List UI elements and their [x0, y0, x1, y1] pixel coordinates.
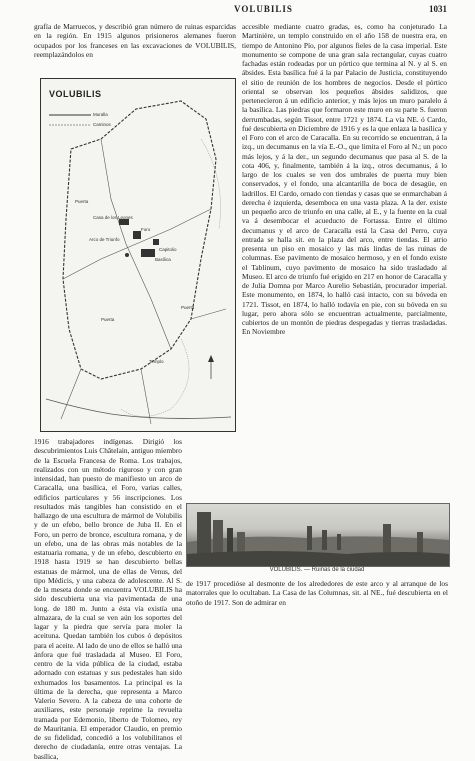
map-legend-roads: Caminos [93, 122, 111, 127]
ruins-illustration [187, 504, 449, 566]
map-label: Basílica [155, 257, 171, 262]
running-title: VOLUBILIS [234, 4, 293, 14]
map-label: Capitolio [159, 247, 177, 252]
map-label: Arco de Triunfo [89, 237, 120, 242]
text-column-left-top [34, 22, 236, 68]
map-label: Foro [141, 227, 151, 232]
text-column-bottom-right [186, 579, 448, 719]
map-label: Casa de los Leones [93, 215, 133, 220]
paragraph: de 1917 procedióse al desmonte de los alrededores de este arco y al arranque de los matorrales que lo ocultaban. La Casa de las Columnas, sit. al NE., fué descubierta en el otoño de 1917. Son de admirar en [186, 579, 448, 607]
text-column-left-bottom [34, 437, 182, 761]
map-label: Templo [149, 359, 164, 364]
page-number: 1031 [429, 4, 447, 14]
paragraph: grafía de Marruecos, y describió gran número de ruinas esparcidas en la región. En 1915 algunos prisioneros alemanes fueron ocupados por los franceses en las excavaciones de VOLUBILIS, reemplazándolos en [34, 22, 236, 59]
map-drawing [41, 79, 235, 431]
map-label: Puerta [75, 199, 89, 204]
site-map [40, 78, 236, 432]
map-label: Puerta [181, 305, 195, 310]
ruins-photograph [186, 503, 450, 567]
photo-caption: VOLUBILIS. — Ruinas de la ciudad [269, 567, 365, 573]
page-header [34, 4, 447, 18]
text-column-right [242, 22, 447, 502]
paragraph: 1916 trabajadores indígenas. Dirigió los descubrimientos Luis Châtelain, antiguo miembro de la Escuela Francesa de Roma. Los trabajos, realizados con un método riguroso y con gran intensidad, han puesto de manifiesto un arco de Caracalla, una basílica, el Foro, varias calles, edificios particulares y 56 inscripciones. Los resultados más tangibles han consistido en el hallazgo de una escultura de mármol de Volubilis y de un efebo, bello bronce de Juba II. En el Foro, un perro de bronce, escultura romana, y de un efebo, una de las obras más notables de la estatuaria romana, y de un efebo, descubierto en 1918 hasta 1919 se han descubierto bellas estatuas de mármol, una de ellas de Venus, del tipo Médicis, y una cabeza de adolescente. Al S. de la meseta donde se encuentra VOLUBILIS ha sido descubierta una via pavimentada de una long. de 180 m. Junto a ésta vía existía una almazara, de la cual se ven aún los soportes del lagar y la piedra que servía para moler la aceituna. Quedan también los cubos ó depósitos para el aceite. Al lado de uno de ellos se halló una ánfora que fué trasladada al Museo. El Foro, centro de la vida pública de la ciudad, estaba adornado con estatuas y sus pedestales han sido exhumados los basamentos. La principal es la última de la derecha, que representa a Marco Valerio Severo. A la cabeza de una cohorte de auxiliares, este personaje reprime la revuelta tramada por Edemonio, liberto de Tolomeo, rey de Mauritania. El emperador Claudio, en premio de su fidelidad, concedió a los volubilitanos el derecho de ciudadanía, entre otras ventajas. La basílica, [34, 437, 182, 761]
map-legend-walls: Muralla [93, 112, 108, 117]
map-label: Puerta [101, 317, 115, 322]
map-title: VOLUBILIS [49, 89, 102, 99]
paragraph: accesible mediante cuatro gradas, es, como ha conjeturado La Martinière, un templo construido en el año 158 de nuestra era, en tiempo de Antonino Pío, por algunos fieles de la casa imperial. Este monumento se compone de una gran sala rectangular, cuyas cuatro fachadas están rodeadas por un pórtico que termina al N. y al S. en ábsides. Esta basílica fué á la par Palacio de Justicia, constituyendo el sitio de reunión de los hombres de negocios. Desde el pórtico oriental se observan los pequeños ábsides salidizos, que pertenecieron á un edificio anterior, y más lejos un muro paralelo á la basílica. Las piedras que formaron este muro en su parte S. fueron derrumbadas, según Tissot, entre 1721 y 1874. La vía NE. ó Cardo, fué descubierta en Diciembre de 1916 y es la que enlaza la basílica y el Foro con el arco de Caracalla. En su recorrido se encuentran, á la izq., un decumanus en la vía E.-O., que limita el Foro al N.; un poco más lejos, y á la der., un segundo decumanus que pasa al S. de la cota 406, y, finalmente, también á la izq., otros decumanus, á lo largo de los cuales se ven dos umbrales de puerta muy bien conservados, y el fondo, una alcantarilla de boca de desagüe, en ladrillos. El Cardo, ornado con tiendas y casas que se enmarchaban á derecha é izquierda, desemboca en una vasta plaza. A la der. existe un pequeño arco de triunfo en una calle, al E., y la fuente en la cual va á desembocar el acueducto de Fortassa. Entre el último decumanus y el arco de Caracalla está la Casa del Perro, cuya entrada se halla sit. en la plaza del arco, entre tiendas. El atrio presenta un piso en mosaico y las más lindas de las ruinas de columnas. Ese pavimento de mosaico hermoso, y en el fondo existe el Tablinum, cuyo pavimento de mosaico ha sido trasladado al Museo. El arco de triunfo fué erigido en 217 en honor de Caracalla y de Julia Domna por Marco Aurelio Sebastián, procurador imperial. Este monumento, en 1874, lo halló casi intacto, con su bóveda en 1721. Tissot, en 1874, lo halló todavía en pie, con su bóveda en su lugar, pero ahora sólo se encuentran actualmente, parcialmente, cubiertos de un montón de piedras despegadas y tierras trasladadas. En Noviembre [242, 22, 447, 337]
